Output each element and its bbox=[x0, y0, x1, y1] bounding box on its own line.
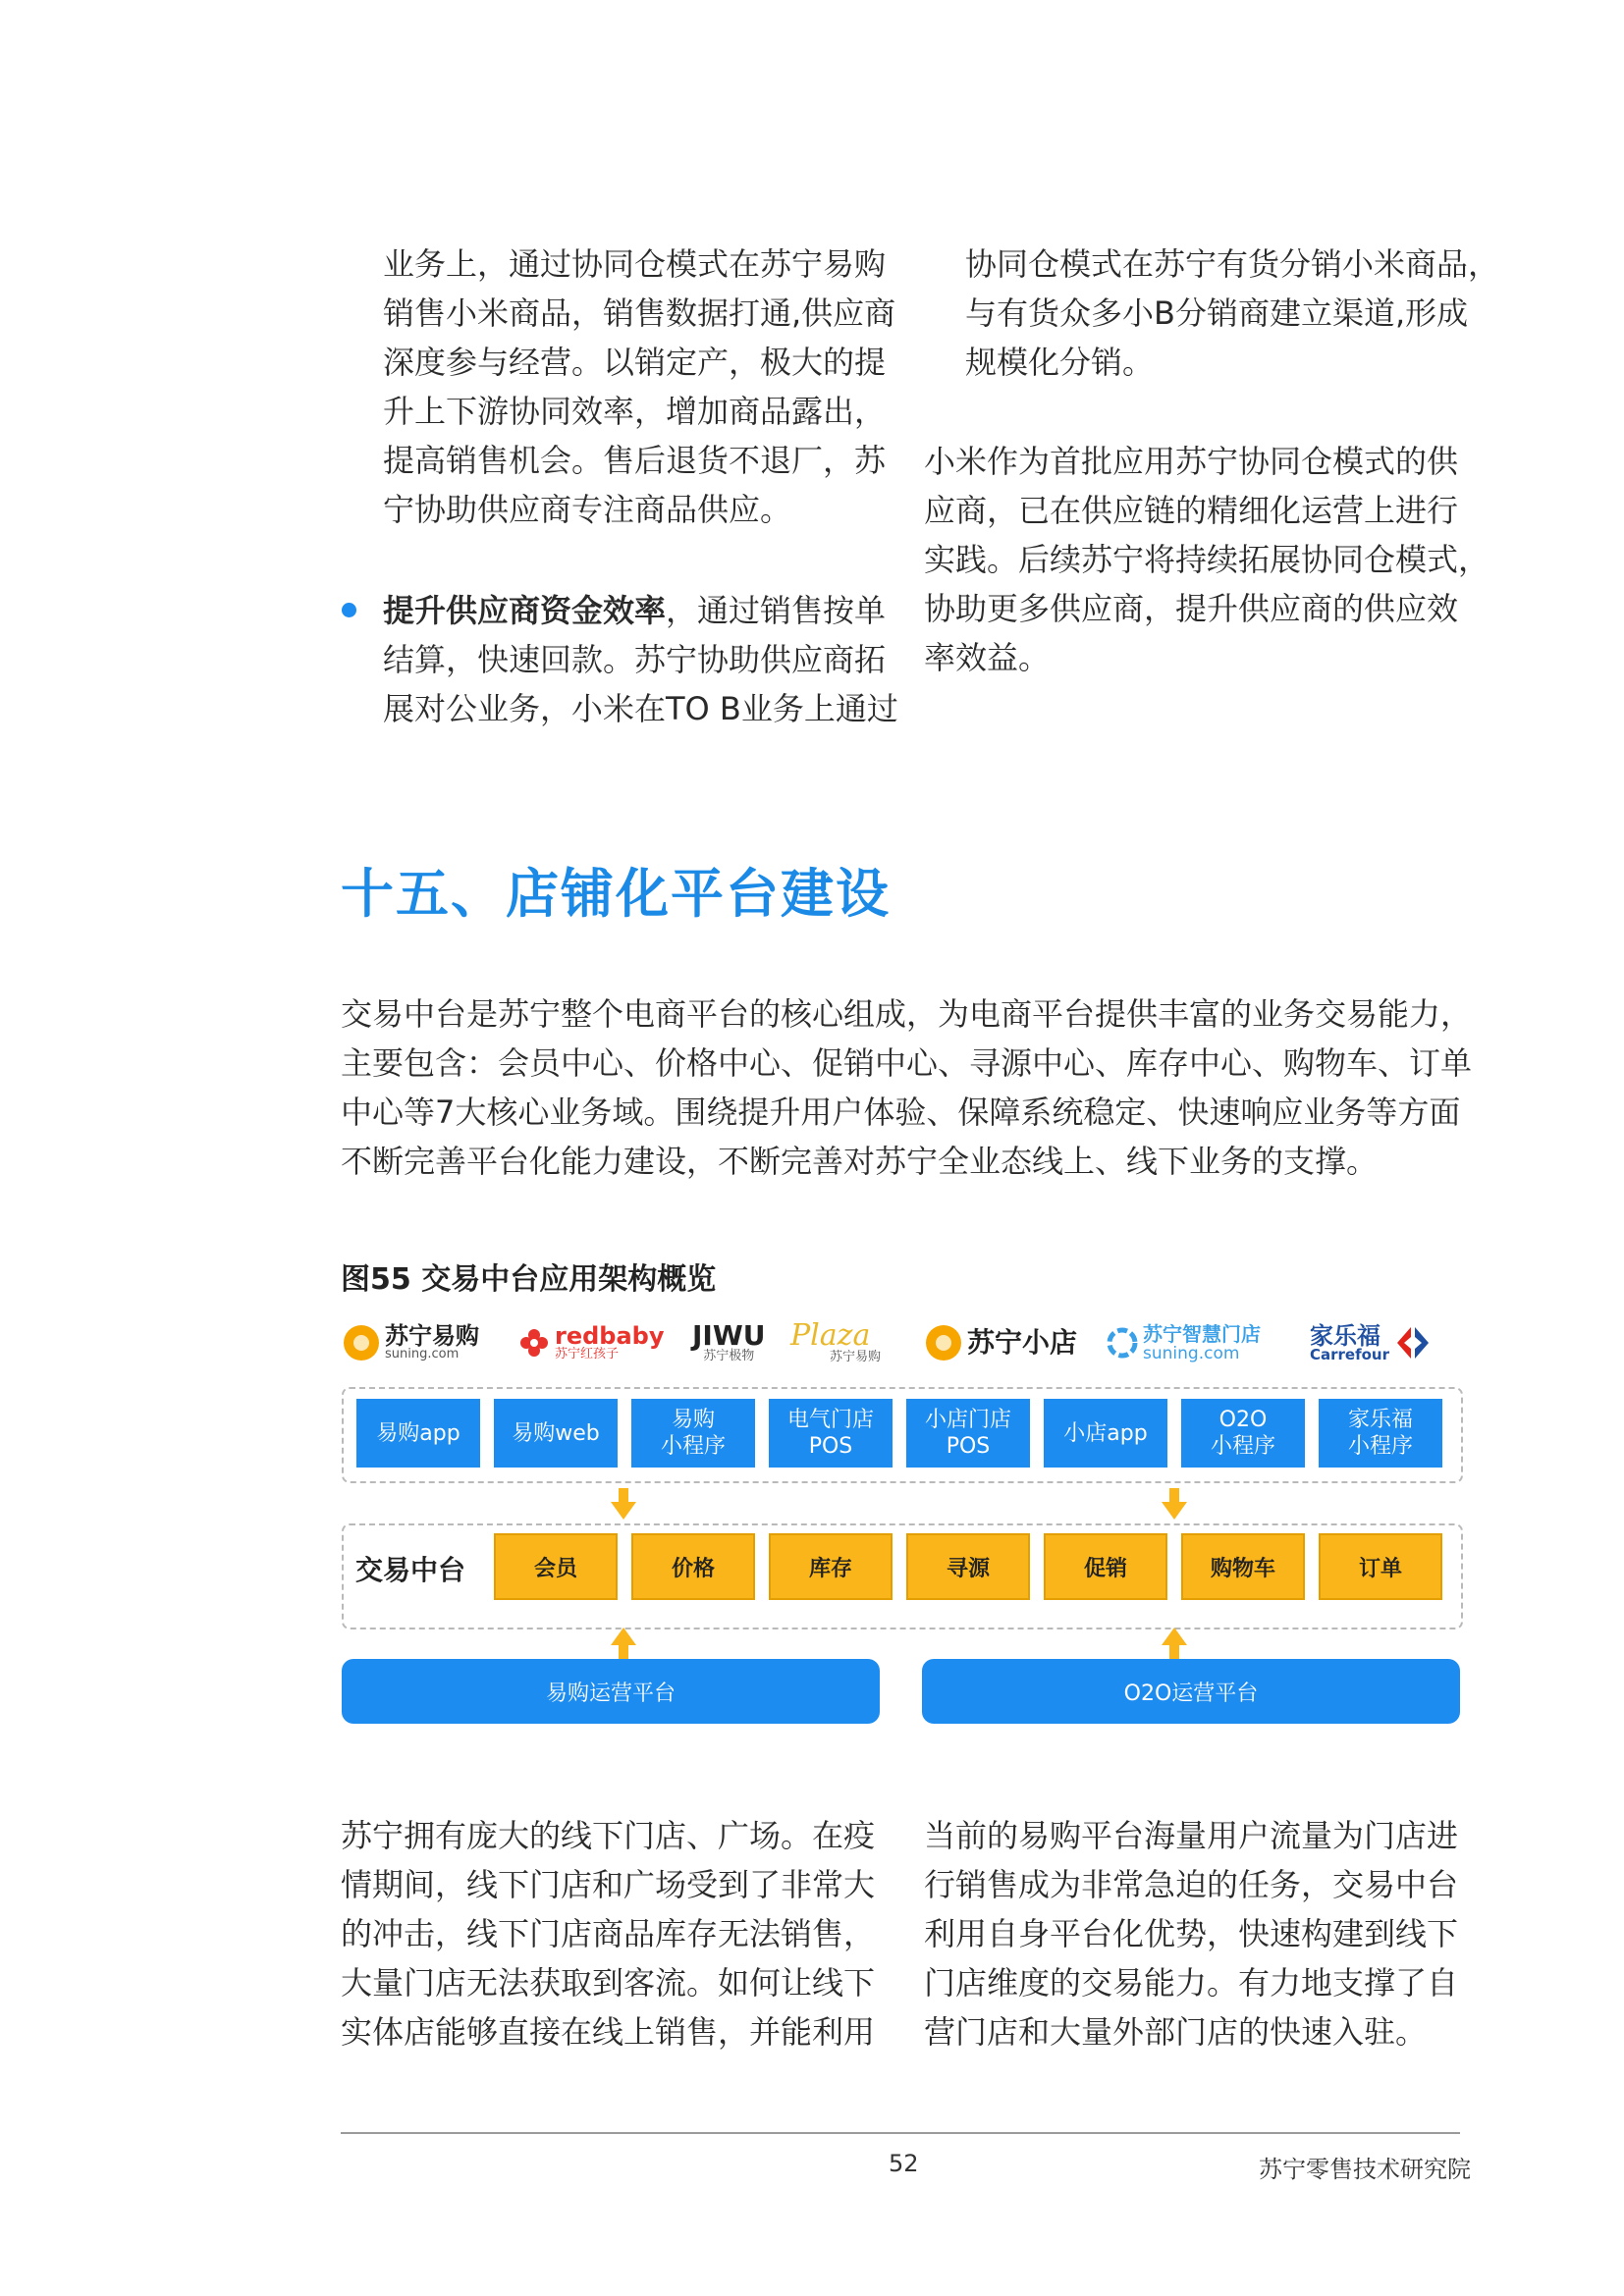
arrow-up-icon bbox=[1160, 1628, 1189, 1659]
logo-carrefour: 家乐福 Carrefour bbox=[1310, 1315, 1433, 1370]
channel-box: 小店门店 POS bbox=[906, 1399, 1030, 1468]
channel-box: 易购app bbox=[356, 1399, 480, 1468]
left-continuation-paragraph: 业务上，通过协同仓模式在苏宁易购 销售小米商品，销售数据打通,供应商 深度参与经营。以销定产，极大的提 升上下游协同效率，增加商品露出， 提高销售机会。售后退货不退厂，苏 宁协助供应商专注商品供应。 bbox=[383, 245, 896, 528]
arrow-down-icon bbox=[1160, 1488, 1189, 1522]
section-heading: 十五、店铺化平台建设 bbox=[341, 863, 891, 925]
intro-paragraph: 交易中台是苏宁整个电商平台的核心组成，为电商平台提供丰富的业务交易能力， 主要包含：会员中心、价格中心、促销中心、寻源中心、库存中心、购物车、订单 中心等7大核心业务域。围绕提升用户体验、保障系统稳定、快速响应业务等方面 不断完善平台化能力建设，不断完善对苏宁全业态线上、线下业务的支撑。 bbox=[341, 995, 1473, 1180]
channel-box: 电气门店 POS bbox=[769, 1399, 893, 1468]
logo-xiaodian: 苏宁小店 bbox=[926, 1315, 1077, 1370]
logo-jiwu: JIWU 苏宁极物 bbox=[692, 1319, 766, 1363]
bottom-left-paragraph: 苏宁拥有庞大的线下门店、广场。在疫 情期间，线下门店和广场受到了非常大 的冲击，线下门店商品库存无法销售， 大量门店无法获取到客流。如何让线下 实体店能够直接在线上销售，并能利用 bbox=[341, 1817, 876, 2051]
channel-box: 家乐福 小程序 bbox=[1319, 1399, 1442, 1468]
channel-box: 易购 小程序 bbox=[631, 1399, 755, 1468]
logo-redbaby: redbaby 苏宁红孩子 bbox=[517, 1315, 665, 1370]
bullet-paragraph: 提升供应商资金效率，通过销售按单 结算，快速回款。苏宁协助供应商拓 展对公业务，小米在TO B业务上通过 bbox=[383, 592, 898, 727]
bottom-right-paragraph: 当前的易购平台海量用户流量为门店进 行销售成为非常急迫的任务，交易中台 利用自身平台化优势，快速构建到线下 门店维度的交易能力。有力地支撑了自 营门店和大量外部门店的快速入驻。 bbox=[924, 1817, 1459, 2051]
figure-title: 图55 交易中台应用架构概览 bbox=[341, 1262, 717, 1297]
logo-plaza: Plaza 苏宁易购 bbox=[790, 1318, 882, 1364]
footer-divider bbox=[341, 2132, 1460, 2134]
domain-box: 促销 bbox=[1044, 1533, 1167, 1600]
xiaodian-lion-icon bbox=[926, 1325, 961, 1361]
page-number: 52 bbox=[889, 2150, 919, 2177]
right-continuation-paragraph: 协同仓模式在苏宁有货分销小米商品， 与有货众多小B分销商建立渠道,形成 规模化分销。 bbox=[965, 245, 1500, 381]
footer-publisher: 苏宁零售技术研究院 bbox=[1259, 2156, 1471, 2183]
logo-smart-store: 苏宁智慧门店 suning.com bbox=[1106, 1315, 1261, 1370]
smart-store-ring-icon bbox=[1106, 1326, 1139, 1360]
suning-lion-icon bbox=[344, 1325, 379, 1361]
arrow-down-icon bbox=[609, 1488, 638, 1522]
platform-yigou: 易购运营平台 bbox=[342, 1659, 880, 1724]
domain-box: 购物车 bbox=[1181, 1533, 1305, 1600]
redbaby-flower-icon bbox=[517, 1326, 551, 1360]
logo-suning: 苏宁易购 suning.com bbox=[344, 1315, 479, 1370]
domain-box: 会员 bbox=[494, 1533, 618, 1600]
channel-box: 小店app bbox=[1044, 1399, 1167, 1468]
channel-box: O2O 小程序 bbox=[1181, 1399, 1305, 1468]
domain-box: 寻源 bbox=[906, 1533, 1030, 1600]
arrow-up-icon bbox=[609, 1628, 638, 1659]
core-label: 交易中台 bbox=[355, 1554, 466, 1586]
bullet-dot-icon bbox=[342, 603, 356, 617]
platform-o2o: O2O运营平台 bbox=[922, 1659, 1460, 1724]
domain-box: 库存 bbox=[769, 1533, 893, 1600]
channel-box: 易购web bbox=[494, 1399, 618, 1468]
domain-box: 订单 bbox=[1319, 1533, 1442, 1600]
carrefour-c-icon bbox=[1393, 1323, 1433, 1362]
right-paragraph: 小米作为首批应用苏宁协同仓模式的供 应商，已在供应链的精细化运营上进行 实践。后续苏宁将持续拓展协同仓模式， 协助更多供应商，提升供应商的供应效 率效益。 bbox=[924, 443, 1490, 676]
bullet-bold-lead: 提升供应商资金效率 bbox=[383, 592, 667, 629]
domain-box: 价格 bbox=[631, 1533, 755, 1600]
